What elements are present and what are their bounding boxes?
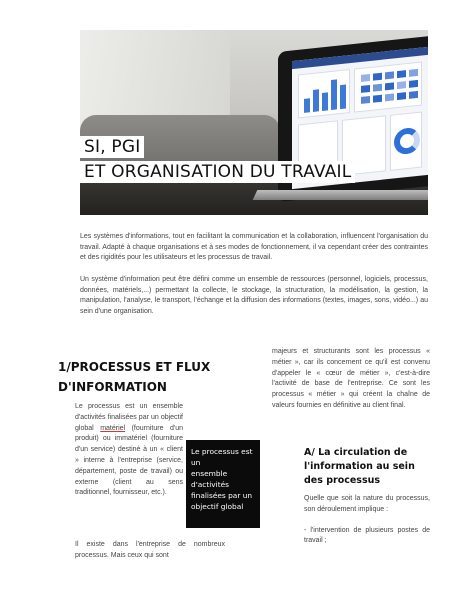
mini-donut-chart (394, 127, 420, 156)
dashboard-tile-grid (354, 61, 422, 112)
underlined-word: matériel (100, 424, 126, 432)
subsection-a-paragraph-1: Quelle que soit la nature du processus, son déroulement implique : (304, 495, 430, 513)
laptop-base (253, 190, 428, 200)
text-run: Le processus est un ensemble d'activités finalisées par un objectif global (75, 403, 183, 432)
hero-image (80, 30, 428, 215)
page-title-line-1: SI, PGI (80, 136, 144, 158)
section-heading-processus: 1/PROCESSUS ET FLUX D'INFORMATION (58, 360, 211, 394)
text-run: (fourniture d'un produit) ou immatériel (fourniture d'un service) destiné à un « client » interne à l'entreprise (service, département, poste de travail) ou externe (client au sens traditionnel, fournisseur, etc.). (75, 424, 183, 497)
mini-heat-grid (355, 63, 421, 70)
page-title-line-2: ET ORGANISATION DU TRAVAIL (80, 161, 355, 183)
intro-paragraph-2: Un système d'information peut être défini comme un ensemble de ressources (personnel, logiciels, processus, données, matériels,...) permettant la collecte, le stockage, la structuration, la modélisation, la gestion, la manipulation, l'analyse, le transport, l'échange et la diffusion des informations (textes, images, sons, vidéo...) au sein d'une organisation. (80, 276, 428, 315)
section1-paragraph-2: Il existe dans l'entreprise de nombreux processus. Mais ceux qui sont (75, 541, 225, 559)
intro-paragraph-1: Les systèmes d'informations, tout en facilitant la communication et la collaboration, influencent l'organisation du travail. Adapté à chaque organisations et à ses modes de fonctionnement, il va cependant créer des contraintes et des rigidités pour les utilisateurs et les processus de travail. (80, 233, 428, 262)
section1-paragraph-1 (75, 402, 183, 499)
subsection-heading-circulation: A/ La circulation de l'information au sein des processus (304, 447, 415, 486)
mini-bar-chart (299, 70, 349, 75)
subsection-a-bullet-1: - l'intervention de plusieurs postes de travail ; (304, 526, 430, 545)
section1-left-column (75, 402, 183, 499)
subsection-a-body (304, 494, 430, 547)
section1-right-paragraph: majeurs et structurants sont les processus « métier », car ils concernent ce qu'il est convenu d'appeler le « cœur de métier », c'est-à-dire l'activité de base de l'entreprise. Ce sont les processus « métier » qui créent la chaîne de valeurs fournies en définitive au client final. (272, 348, 430, 409)
pull-quote-box (186, 440, 260, 528)
dashboard-tile-bars (298, 69, 350, 118)
pull-quote-text: Le processus est un ensemble d'activités finalisées par un objectif global (191, 447, 253, 511)
dashboard-tile-donut (390, 111, 422, 170)
